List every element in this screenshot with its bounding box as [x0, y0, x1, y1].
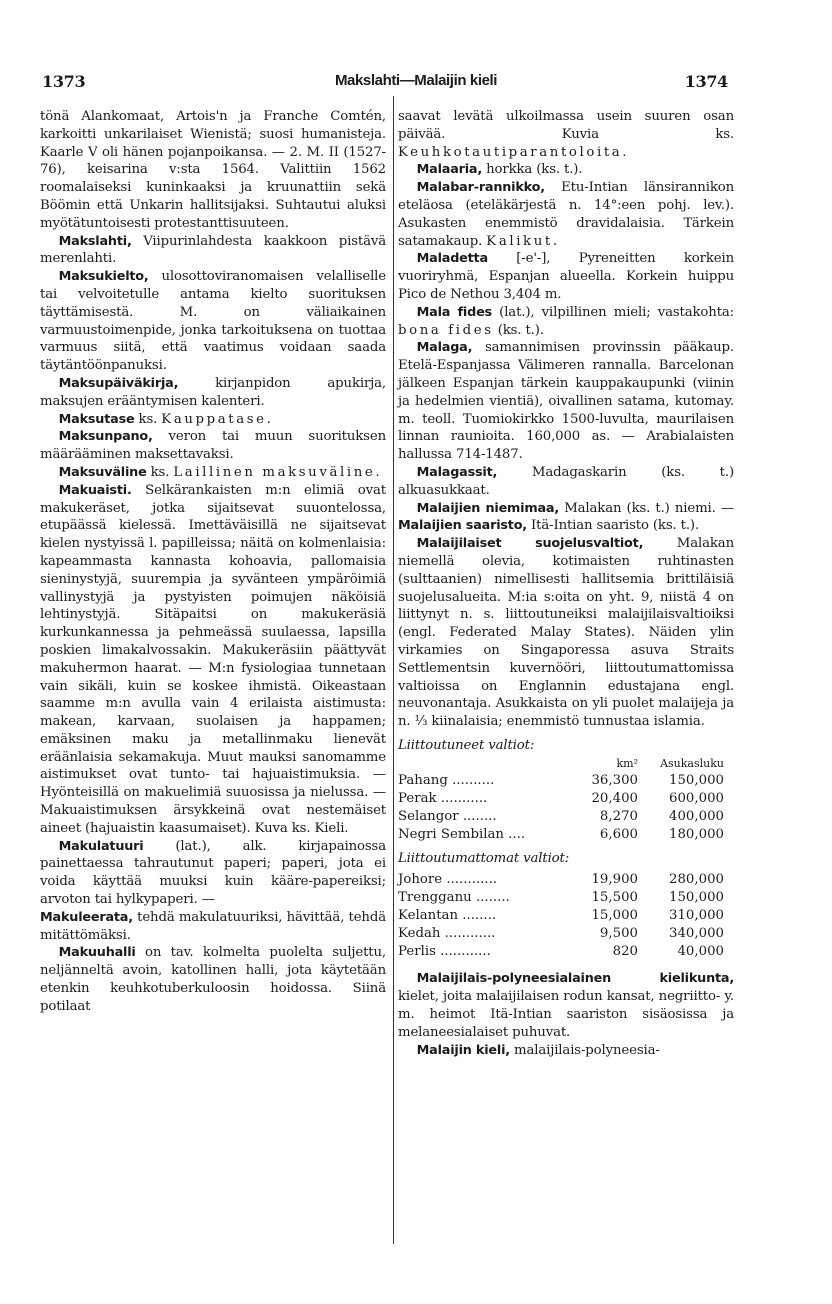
- entry-text: Madagaskarin (ks. t.) alkuasukkaat.: [398, 464, 734, 498]
- entry-text: Malakan niemellä olevia, kotimaisten ruhtinasten (sulttaanien) nimellisesti hallitsemia brittiläisiä suojelusalueita. M:ia s:oita on yht. 9, niistä 4 on liittynyt n. s. liittoutuneiksi malaijilaisvaltioiksi (engl. Federated Malay States). Näiden ylin virkamies on Singaporessa asuva Straits Settlementsin kuvernööri, liittoutumattomissa valtioissa on Englannin edustajana engl. neuvonantaja. Asukkaista on yli puolet malaijeja ja n. ⅓ kiinalaisia; enemmistö tunnustaa islamia.: [398, 536, 734, 730]
- entry-text: Viipurinlahdesta kaakkoon pistävä merenlahti.: [40, 233, 386, 267]
- state-population: 340,000: [669, 925, 724, 941]
- entry-text: Selkärankaisten m:n elimiä ovat makukeräset, jotka sijaitsevat suuontelossa, etupäässä kielessä. Imettäväisillä ne sijaitsevat kielen nystyissä l. papilleissa; näitä on kolmenlaisia: kapeammasta kannasta kohoavia, pallomaisia sieninystyjä, suurempia ja syvänteen ympäröimiä vallinystyjä ja pystyisten poimujen näköisiä lehtinystyjä. Sitäpaitsi on makukeräsiä kurkunkannessa ja pehmeässä suulaessa, lapsilla poskien limakalvossakin. Makukeräsiin päättyvät makuhermon haarat. — M:n fysiologiaa tunnetaan vain sikäli, kuin se koskee ihmistä. Oikeastaan saamme m:n avulla vain 4 erilaista aistimusta: makean, karvaan, suolaisen ja happamen; emäksinen maku ja metallinmaku lienevät eräänlaisia sekamakuja. Muut mauksi sanomamme aistimukset ovat tunto- tai hajuaistimuksia. — Hyönteisillä on makuelimiä suuosissa ja nielussa. — Makuaistimuksen ärsykkeinä ovat nestemäiset aineet (hajuaistin kaasumaiset). Kuva ks. Kieli.: [40, 482, 386, 836]
- column-divider: [393, 96, 394, 1244]
- entry-text: Etu-Intian länsirannikon eteläosa (eteläkärjestä n. 14°:een pohj. lev.). Asukasten enemmistö dravidalaisia. Tärkein satamakaup.: [398, 180, 734, 249]
- table-row: [398, 826, 724, 844]
- entry-text: (lat.), vilpillinen mieli; vastakohta:: [491, 304, 734, 320]
- page-number-left: 1373: [42, 72, 86, 91]
- state-area: 20,400: [591, 791, 638, 807]
- entry-headword: Makuaisti.: [58, 482, 132, 498]
- table-row: [398, 889, 724, 907]
- entry-headword: Malaijilaiset suojelusvaltiot,: [416, 536, 644, 552]
- state-area: 19,900: [591, 872, 638, 888]
- entry-crossref: Kalikut: [486, 233, 553, 249]
- entry-text-end: .: [552, 233, 557, 249]
- dictionary-entry: [40, 464, 386, 482]
- entry-text: kielet, joita malaijilaisen rodun kansat, negriitto- y. m. heimot Itä-Intian saariston sisäosissa ja melaneesialaiset puhuvat.: [398, 989, 734, 1040]
- state-area: 6,600: [599, 826, 638, 842]
- entry-headword: Maksupäiväkirja,: [58, 375, 179, 391]
- entry-crossref: Keuhkotautiparantoloita: [398, 144, 623, 160]
- state-name: Kelantan ........: [398, 908, 497, 924]
- dictionary-entry: [398, 179, 734, 250]
- entry-crossref: bona fides: [398, 322, 494, 338]
- state-name: Kedah ............: [398, 925, 496, 941]
- state-name: Negri Sembilan ....: [398, 826, 526, 842]
- entry-text: Malakan (ks. t.) niemi. —: [559, 500, 735, 516]
- dictionary-entry: [40, 909, 386, 945]
- entry-text: ulosottoviranomaisen velalliselle tai velvoitetulle antama kielto suorituksen täyttämisestä. M. on väliaikainen varmuustoimenpide, jonka tarkoituksena on tuottaa varmuus siitä, että vaatimus voidaan saada täytäntöönpanuksi.: [40, 269, 386, 374]
- entry-text-end: .: [375, 464, 380, 480]
- entry-headword: Maladetta: [416, 251, 488, 267]
- dictionary-entry: [40, 268, 386, 375]
- state-population: 180,000: [669, 826, 724, 842]
- entry-headword: Malaijien niemimaa,: [416, 500, 560, 516]
- dictionary-entry: [398, 1042, 734, 1060]
- page-header: [0, 72, 832, 94]
- state-population: 150,000: [669, 890, 724, 906]
- state-area: 9,500: [599, 925, 638, 941]
- entry-headword: Maksutase: [58, 411, 135, 427]
- table-row: [398, 943, 724, 961]
- state-area: 820: [612, 943, 638, 959]
- unfederated-states-table: [398, 871, 724, 960]
- table-caption-unfederated: Liittoutumattomat valtiot:: [398, 850, 570, 866]
- dictionary-entry: [398, 535, 734, 731]
- state-area: 15,500: [591, 890, 638, 906]
- entry-headword: Malaaria,: [416, 162, 483, 178]
- entry-crossref: Laillinen maksuväline: [173, 464, 376, 480]
- dictionary-entry: [40, 108, 386, 233]
- dictionary-entry: [398, 161, 734, 179]
- table-row: [398, 907, 724, 925]
- table-row: [398, 808, 724, 826]
- col-header-area: km²: [616, 756, 638, 770]
- entry-text: horkka (ks. t.).: [482, 162, 583, 178]
- entry-text-end: .: [266, 411, 271, 427]
- entry-crossref: Kauppatase: [161, 411, 267, 427]
- table-row: [398, 772, 724, 790]
- entry-text: saavat levätä ulkoilmassa usein suuren osan päivää. Kuvia ks.: [398, 109, 734, 142]
- state-population: 280,000: [669, 872, 724, 888]
- entry-headword: Maksuväline: [58, 464, 147, 480]
- entry-headword: Malaga,: [416, 340, 473, 356]
- state-name: Trengganu ........: [398, 890, 510, 906]
- state-area: 15,000: [591, 908, 638, 924]
- entry-text: samannimisen provinssin pääkaup. Etelä-Espanjassa Välimeren rannalla. Barcelonan jälkeen Espanjan tärkein kauppakaupunki (viinin ja hedelmien vientiä), oivallinen satama, kutomay. m. teoll. Tuomiokirkko 1500-luvulta, maurilaisen linnan raunioita. 160,000 as. — Arabialaisten hallussa 714-1487.: [398, 340, 734, 463]
- entry-headword: Maksunpano,: [58, 429, 153, 445]
- table-row: [398, 790, 724, 808]
- entry-headword: Makulatuuri: [58, 838, 144, 854]
- dictionary-entry: [40, 944, 386, 1015]
- dictionary-entry: [40, 482, 386, 838]
- entry-headword: Makslahti,: [58, 233, 132, 249]
- page-number-right: 1374: [684, 72, 728, 91]
- col-header-population: Asukasluku: [660, 756, 724, 770]
- entry-text: kirjanpidon apukirja, maksujen erääntymisen kalenteri.: [40, 375, 386, 409]
- state-population: 400,000: [669, 809, 724, 825]
- state-name: Selangor ........: [398, 809, 497, 825]
- state-area: 8,270: [599, 809, 638, 825]
- right-column-entries-after: [398, 970, 734, 1059]
- running-title: Makslahti—Malaijin kieli: [334, 72, 498, 89]
- dictionary-entry: [40, 233, 386, 269]
- entry-text: Itä-Intian saaristo (ks. t.).: [526, 518, 700, 534]
- entry-text: tehdä makulatuuriksi, hävittää, tehdä mitättömäksi.: [40, 909, 386, 943]
- dictionary-entry: [398, 970, 734, 1041]
- right-column-entries: [398, 108, 734, 731]
- dictionary-entry: [398, 339, 734, 464]
- table-row: [398, 925, 724, 943]
- entry-headword: Maksukielto,: [58, 269, 149, 285]
- dictionary-entry: [398, 500, 734, 536]
- state-area: 36,300: [591, 773, 638, 789]
- entry-headword: Makuleerata,: [40, 909, 133, 925]
- entry-headword: Makuuhalli: [58, 945, 136, 961]
- entry-text-end: .: [622, 144, 627, 160]
- entry-headword: Malaijin kieli,: [416, 1042, 510, 1058]
- left-column: [40, 108, 386, 1016]
- state-population: 40,000: [677, 943, 724, 959]
- entry-headword: Malagassit,: [416, 464, 498, 480]
- federated-states-table: [398, 755, 724, 844]
- entry-text: (lat.), alk. kirjapainossa painettaessa tahrautunut paperi; paperi, jota ei voida käyttää muuksi kuin kääre-papereiksi; arvoton tai hylkypaperi. —: [40, 838, 386, 908]
- state-name: Perak ...........: [398, 791, 488, 807]
- entry-headword: Mala fides: [416, 304, 492, 320]
- dictionary-entry: [398, 108, 734, 161]
- state-name: Pahang ..........: [398, 773, 495, 789]
- entry-text: malaijilais-polyneesia-: [509, 1042, 660, 1058]
- entry-text: ks.: [134, 411, 162, 427]
- state-name: Johore ............: [398, 872, 498, 888]
- state-population: 310,000: [669, 908, 724, 924]
- entry-text: veron tai muun suorituksen määrääminen maksettavaksi.: [40, 429, 386, 463]
- entry-text: tönä Alankomaat, Artois'n ja Franche Comtén, karkoitti unkarilaiset Wienistä; suosi humanisteja. Kaarle V oli hänen pojanpoikansa. — 2. M. II (1527-76), keisarina v:sta 1564. Valittiin 1562 roomalaiseksi kuninkaaksi ja kruunattiin sekä Böömin että Unkarin hallitsijaksi. Suhtautui aluksi myötätuntoisesti protestanttisuuteen.: [40, 109, 386, 231]
- state-name: Perlis ............: [398, 943, 491, 959]
- dictionary-entry: [398, 250, 734, 303]
- entry-text-end: (ks. t.).: [493, 322, 544, 338]
- entry-headword: Malaijien saaristo,: [398, 518, 527, 534]
- table-caption-federated: Liittoutuneet valtiot:: [398, 737, 535, 753]
- right-column: [398, 108, 734, 1059]
- dictionary-entry: [40, 411, 386, 429]
- table-row: [398, 871, 724, 889]
- entry-headword: Malabar-rannikko,: [416, 180, 545, 196]
- state-population: 150,000: [669, 773, 724, 789]
- dictionary-entry: [398, 464, 734, 500]
- state-population: 600,000: [669, 791, 724, 807]
- entry-text: on tav. kolmelta puolelta suljettu, neljänneltä avoin, katollinen halli, jota käytetään etenkin keuhkotuberkuloosin hoidossa. Siinä potilaat: [40, 945, 386, 1014]
- entry-headword: Malaijilais-polyneesialainen kielikunta,: [416, 971, 734, 987]
- dictionary-entry: [40, 428, 386, 464]
- dictionary-entry: [40, 375, 386, 411]
- entry-text: ks.: [146, 464, 174, 480]
- entry-text: [-e'-], Pyreneitten korkein vuoriryhmä, Espanjan alueella. Korkein huippu Pico de Nethou 3,404 m.: [398, 251, 734, 302]
- dictionary-entry: [398, 304, 734, 340]
- dictionary-entry: [40, 838, 386, 909]
